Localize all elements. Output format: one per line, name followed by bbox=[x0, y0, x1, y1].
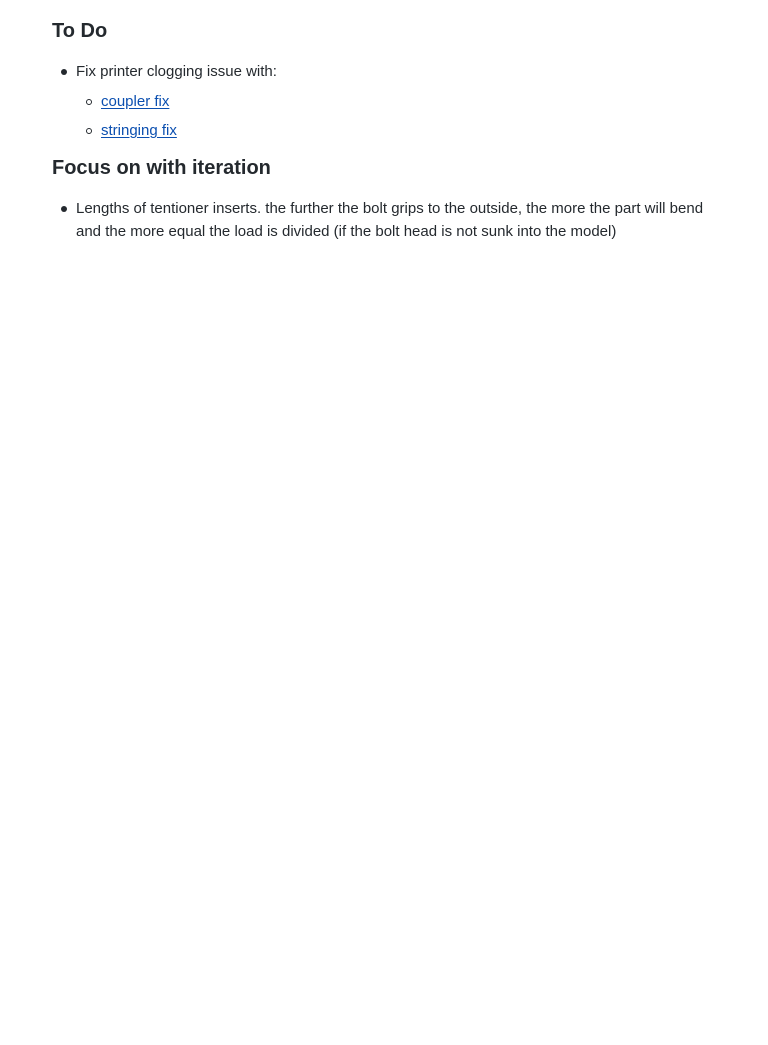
list-item bbox=[52, 197, 728, 243]
sub-list-item bbox=[76, 120, 728, 141]
sub-list bbox=[76, 91, 728, 141]
section-heading-todo: To Do bbox=[52, 20, 108, 42]
list-item-text: Fix printer clogging issue with: bbox=[76, 63, 277, 80]
coupler-fix-link[interactable]: coupler fix bbox=[101, 93, 170, 110]
todo-list bbox=[52, 60, 728, 149]
stringing-fix-link[interactable]: stringing fix bbox=[101, 122, 177, 139]
section-heading-focus: Focus on with iteration bbox=[52, 157, 271, 179]
list-item bbox=[52, 60, 728, 141]
sub-list-item bbox=[76, 91, 728, 112]
focus-list bbox=[52, 197, 728, 243]
list-item-text: Lengths of tentioner inserts. the further the bolt grips to the outside, the more the part will bend and the more equal the load is divided (if the bolt head is not sunk into the model) bbox=[76, 200, 704, 240]
